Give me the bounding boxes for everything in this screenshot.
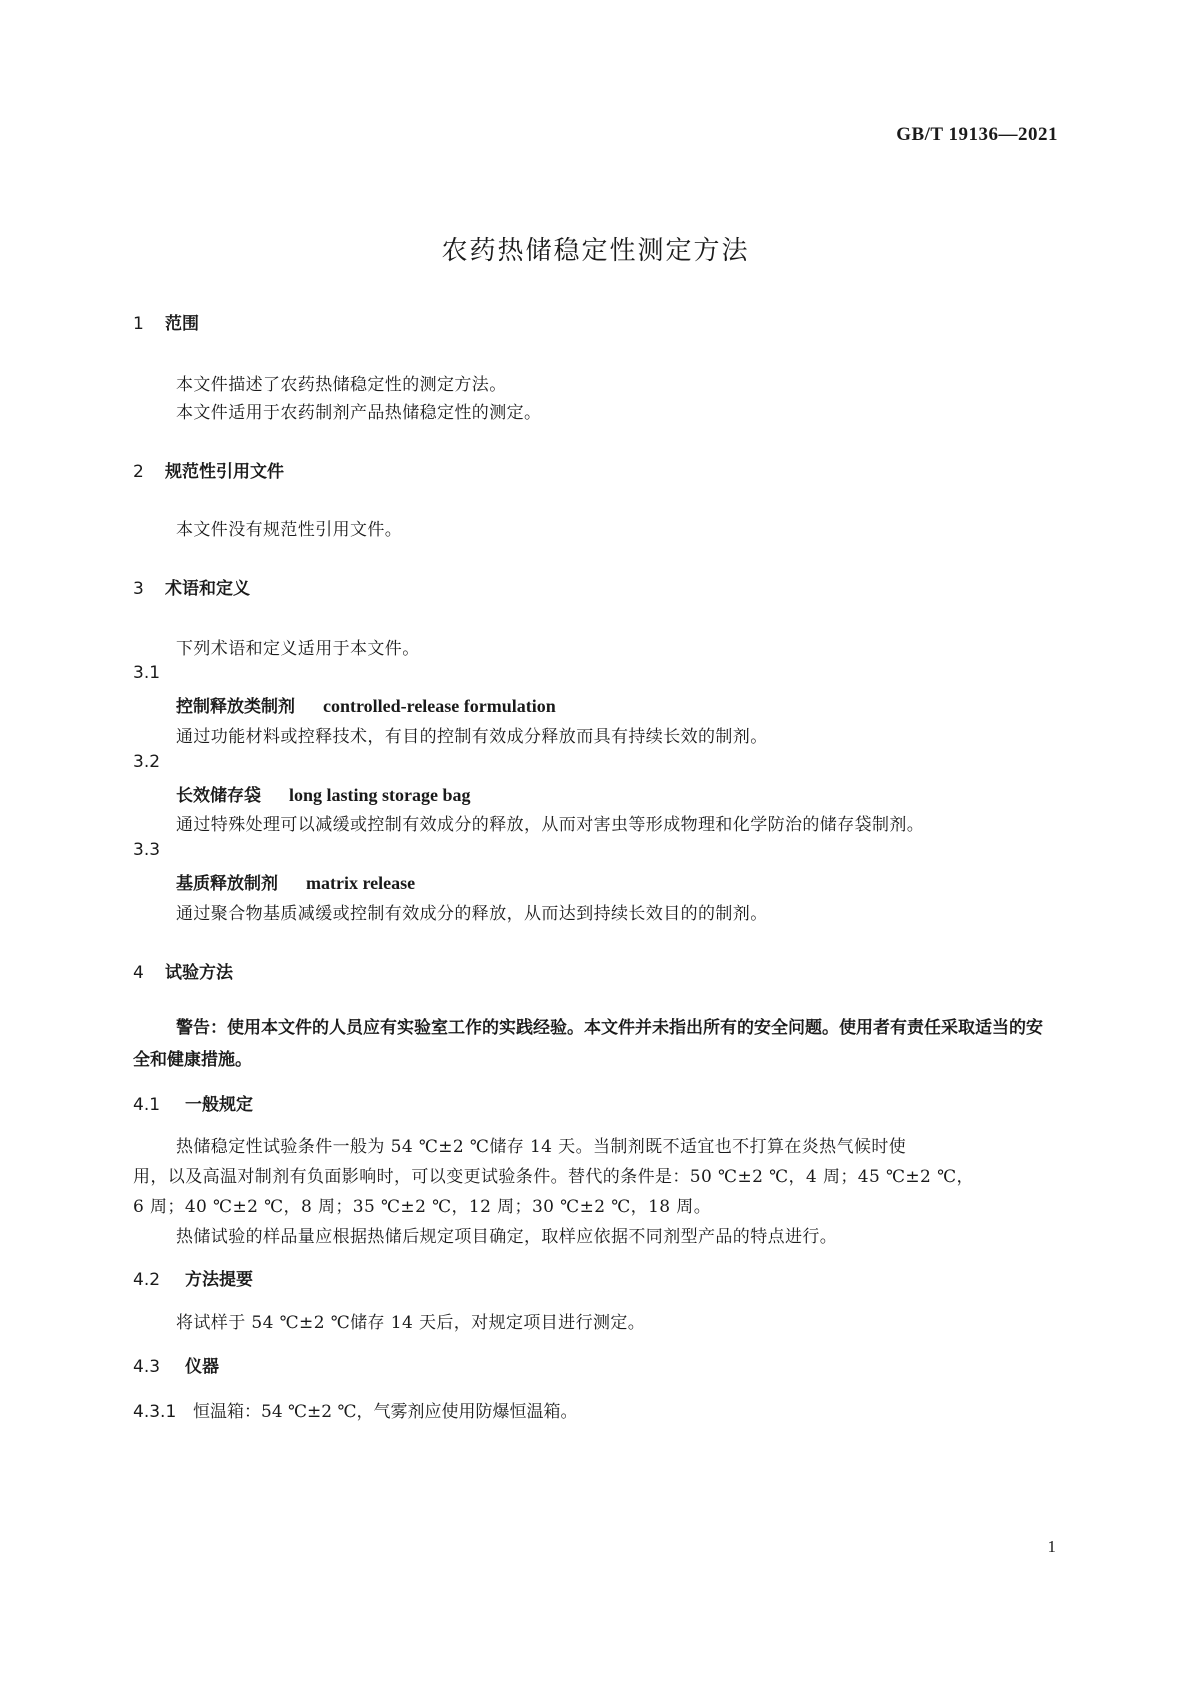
term-number: 3.3 (133, 840, 161, 860)
paragraph: 将试样于 54 ℃±2 ℃储存 14 天后，对规定项目进行测定。 (176, 1313, 646, 1333)
term-entry (176, 869, 415, 894)
section-4-heading (133, 958, 233, 983)
paragraph: 热储试验的样品量应根据热储后规定项目确定，取样应依据不同剂型产品的特点进行。 (176, 1227, 838, 1247)
term-zh: 基质释放制剂 (176, 874, 278, 894)
section-number: 4 (133, 963, 144, 983)
clause-4-3-1 (133, 1397, 578, 1422)
term-zh: 控制释放类制剂 (176, 697, 295, 717)
subsection-number: 4.2 (133, 1270, 161, 1290)
section-1-heading (133, 309, 199, 334)
term-entry (176, 692, 556, 717)
section-number: 3 (133, 579, 144, 599)
paragraph: 本文件适用于农药制剂产品热储稳定性的测定。 (176, 403, 542, 423)
paragraph-line: 用，以及高温对制剂有负面影响时，可以变更试验条件。替代的条件是：50 ℃±2 ℃，4 周；45 ℃±2 ℃， (133, 1167, 974, 1187)
term-zh: 长效储存袋 (176, 786, 261, 806)
term-en: long lasting storage bag (289, 785, 471, 805)
clause-text: 恒温箱：54 ℃±2 ℃，气雾剂应使用防爆恒温箱。 (193, 1402, 578, 1422)
term-en: controlled-release formulation (323, 696, 556, 716)
section-3-heading (133, 574, 250, 599)
subsection-title: 方法提要 (185, 1270, 253, 1290)
paragraph-line: 热储稳定性试验条件一般为 54 ℃±2 ℃储存 14 天。当制剂既不适宜也不打算在炎热气候时使 (176, 1137, 907, 1157)
term-number: 3.1 (133, 663, 161, 683)
section-title: 试验方法 (165, 963, 233, 983)
term-number: 3.2 (133, 752, 161, 772)
section-number: 1 (133, 314, 144, 334)
section-title: 规范性引用文件 (165, 462, 284, 482)
paragraph: 下列术语和定义适用于本文件。 (176, 639, 420, 659)
section-title: 术语和定义 (165, 579, 250, 599)
document-title: 农药热储稳定性测定方法 (441, 236, 750, 266)
section-2-heading (133, 457, 284, 482)
paragraph: 本文件描述了农药热储稳定性的测定方法。 (176, 375, 507, 395)
clause-number: 4.3.1 (133, 1402, 177, 1422)
term-definition: 通过功能材料或控释技术，有目的控制有效成分释放而具有持续长效的制剂。 (176, 727, 768, 747)
paragraph: 本文件没有规范性引用文件。 (176, 520, 403, 540)
paragraph-line: 6 周；40 ℃±2 ℃，8 周；35 ℃±2 ℃，12 周；30 ℃±2 ℃，18 周。 (133, 1197, 712, 1217)
subsection-title: 一般规定 (185, 1095, 253, 1115)
subsection-title: 仪器 (185, 1357, 219, 1377)
page-number: 1 (1047, 1537, 1056, 1556)
term-entry (176, 781, 471, 806)
term-en: matrix release (306, 873, 416, 893)
subsection-number: 4.1 (133, 1095, 161, 1115)
section-title: 范围 (165, 314, 199, 334)
subsection-4-2-heading (133, 1265, 253, 1290)
section-number: 2 (133, 462, 144, 482)
subsection-number: 4.3 (133, 1357, 161, 1377)
term-definition: 通过特殊处理可以减缓或控制有效成分的释放，从而对害虫等形成物理和化学防治的储存袋制剂。 (176, 815, 925, 835)
subsection-4-3-heading (133, 1352, 219, 1377)
term-definition: 通过聚合物基质减缓或控制有效成分的释放，从而达到持续长效目的的制剂。 (176, 904, 768, 924)
standard-number: GB/T 19136—2021 (896, 124, 1058, 145)
subsection-4-1-heading (133, 1090, 253, 1115)
safety-warning: 警告：使用本文件的人员应有实验室工作的实践经验。本文件并未指出所有的安全问题。使用者有责任采取适当的安全和健康措施。 (133, 1018, 1043, 1070)
